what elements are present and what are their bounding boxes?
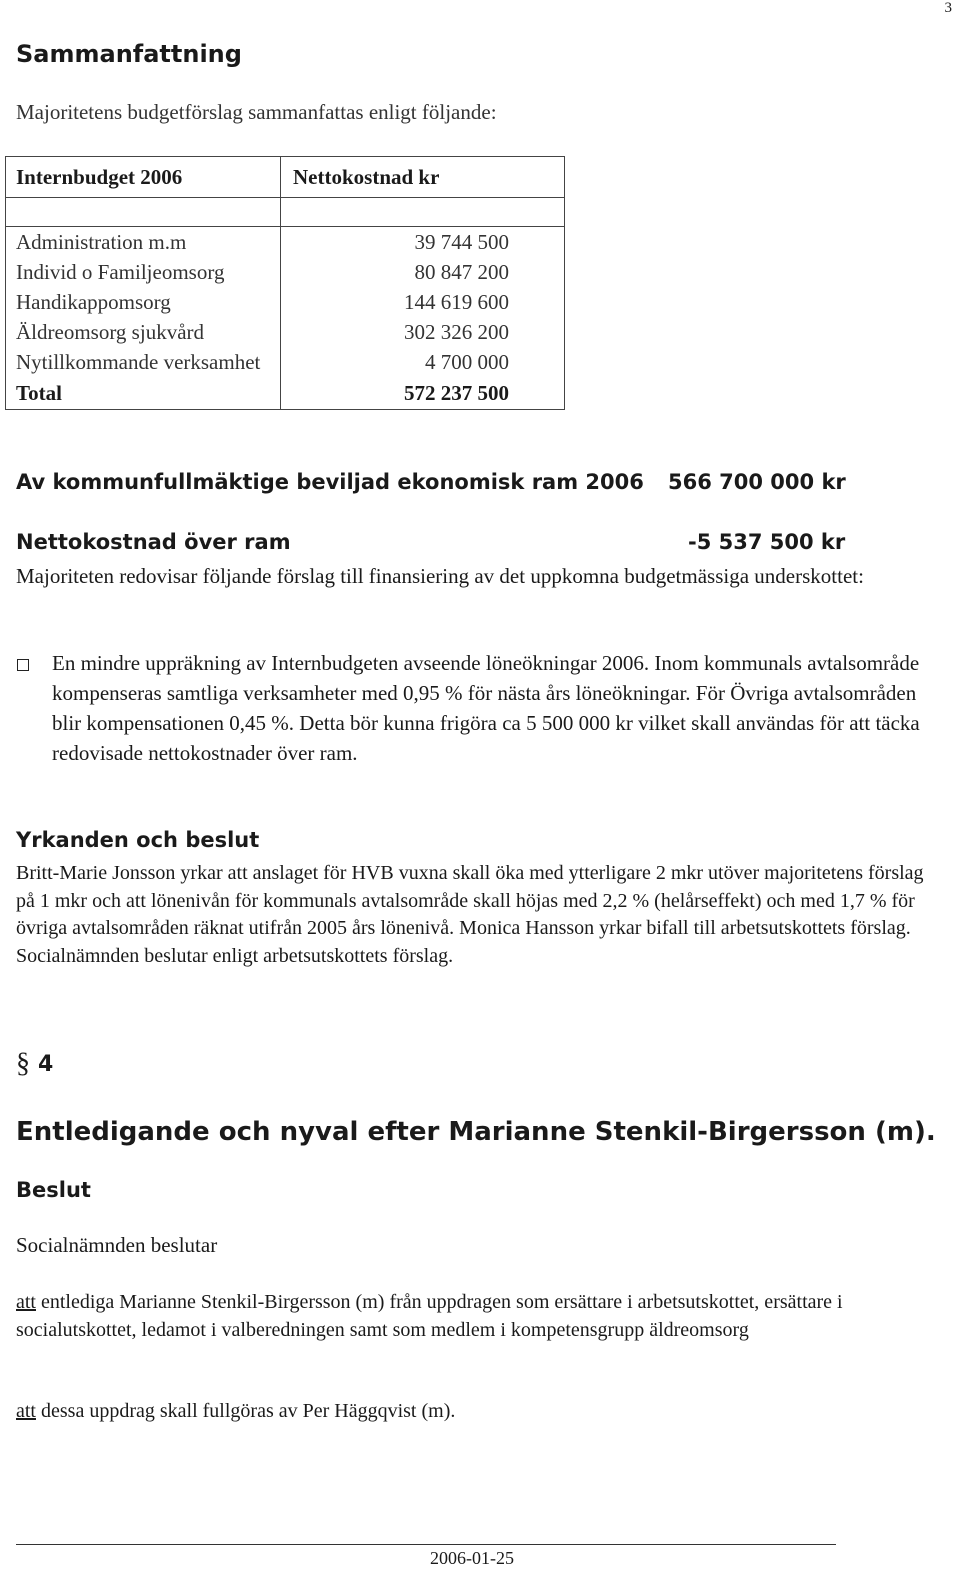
yrkanden-text: Britt-Marie Jonsson yrkar att anslaget för HVB vuxna skall öka med ytterligare 2 mkr utöver majoritetens förslag på 1 mkr och att lönenivån för kommunals avtalsområde skall höjas med 2,2 % (helårseffekt) och med 1,7 % för övriga avtalsområden räknat utifrån 2005 års lönenivå. Monica Hansson yrkar bifall till arbetsutskottets förslag. Socialnämnden beslutar enligt arbetsutskottets förslag.	[16, 862, 924, 967]
decision-text: dessa uppdrag skall fullgöras av Per Häggqvist (m).	[36, 1400, 456, 1422]
over-frame-value: -5 537 500 kr	[688, 530, 846, 554]
beslut-heading: Beslut	[16, 1178, 91, 1202]
att-keyword: att	[16, 1291, 36, 1313]
frame-label: Av kommunfullmäktige beviljad ekonomisk ram 2006	[16, 470, 644, 494]
header-cell-category: Internbudget 2006	[6, 157, 281, 198]
row-value: 302 326 200	[281, 317, 565, 347]
table-row	[6, 317, 565, 347]
over-frame-label: Nettokostnad över ram	[16, 530, 291, 554]
table-total-row	[6, 377, 565, 410]
checkbox-bullet-icon	[17, 659, 29, 671]
footer-date: 2006-01-25	[430, 1548, 514, 1568]
row-value: 4 700 000	[281, 347, 565, 377]
decision-item	[16, 1288, 916, 1344]
summary-heading: Sammanfattning	[16, 40, 242, 68]
table-row	[6, 347, 565, 377]
footer-divider	[16, 1544, 836, 1545]
section-title: Entledigande och nyval efter Marianne Stenkil-Birgersson (m).	[16, 1117, 936, 1147]
table-header-row	[6, 157, 565, 198]
row-label: Nytillkommande verksamhet	[6, 347, 281, 377]
total-value: 572 237 500	[281, 377, 565, 410]
decision-item	[16, 1400, 455, 1423]
row-value: 144 619 600	[281, 287, 565, 317]
section-number: 4	[38, 1052, 54, 1077]
att-keyword: att	[16, 1400, 36, 1422]
row-label: Individ o Familjeomsorg	[6, 257, 281, 287]
frame-value: 566 700 000 kr	[668, 470, 846, 494]
summary-intro: Majoritetens budgetförslag sammanfattas enligt följande:	[16, 100, 497, 124]
yrkanden-heading: Yrkanden och beslut	[16, 828, 260, 852]
financing-text: Majoriteten redovisar följande förslag till finansiering av det uppkomna budgetmässiga underskottet:	[16, 564, 864, 588]
decides-text: Socialnämnden beslutar	[16, 1233, 218, 1257]
total-label: Total	[6, 377, 281, 410]
row-label: Handikappomsorg	[6, 287, 281, 317]
table-blank-row	[6, 198, 565, 227]
table-row	[6, 287, 565, 317]
row-value: 80 847 200	[281, 257, 565, 287]
section-sign-icon: §	[16, 1048, 30, 1079]
row-label: Äldreomsorg sjukvård	[6, 317, 281, 347]
table-row	[6, 257, 565, 287]
decision-text: entlediga Marianne Stenkil-Birgersson (m) från uppdragen som ersättare i arbetsutskottet, ersättare i socialutskottet, ledamot i valberedningen samt som medlem i kompetensgrupp äldreomsorg	[16, 1291, 843, 1341]
header-cell-netcost: Nettokostnad kr	[281, 157, 565, 198]
table-row	[6, 227, 565, 258]
page-number: 3	[944, 0, 952, 16]
budget-table	[5, 156, 565, 410]
row-label: Administration m.m	[6, 227, 281, 258]
row-value: 39 744 500	[281, 227, 565, 258]
bullet-text: En mindre uppräkning av Internbudgeten avseende löneökningar 2006. Inom kommunals avtalsområde kompenseras samtliga verksamheter med 0,95 % för nästa års löneökningar. För Övriga avtalsområden blir kompensationen 0,45 %. Detta bör kunna frigöra ca 5 500 000 kr vilket skall användas för att täcka redovisade nettokostnader över ram.	[52, 651, 920, 765]
